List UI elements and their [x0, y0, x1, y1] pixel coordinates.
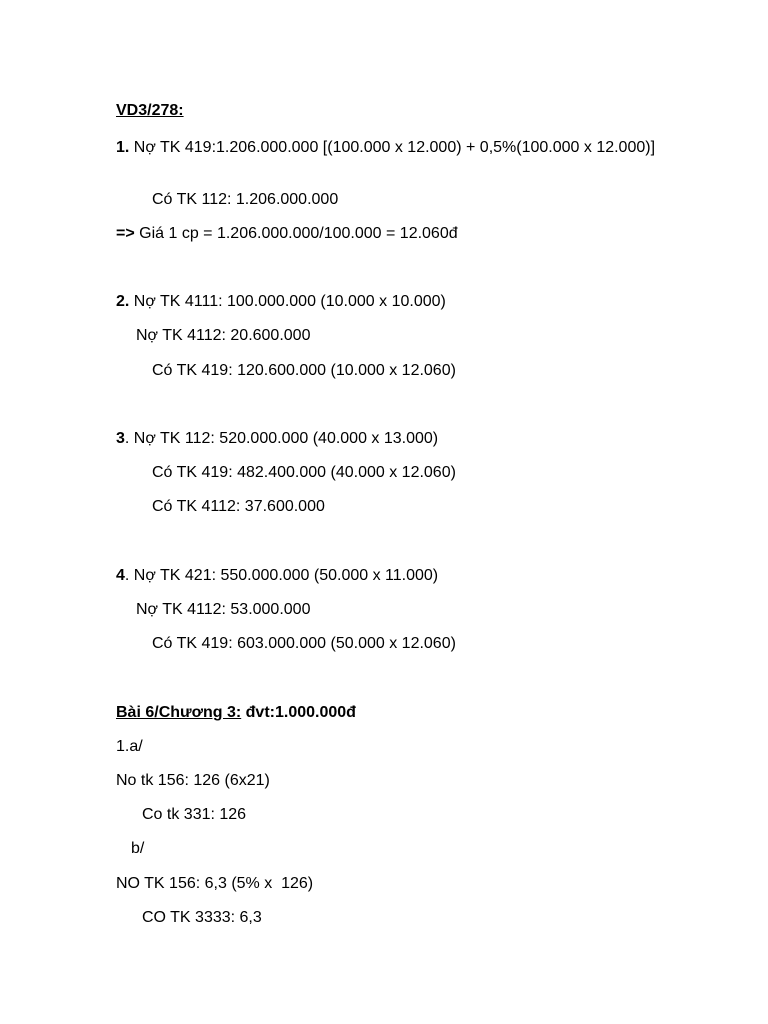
entry-number: 2. [116, 293, 130, 310]
entry-text: Nợ TK 4111: 100.000.000 (10.000 x 10.000) [129, 293, 446, 310]
entry-3-debit [116, 429, 438, 448]
entry-3-credit-1: Có TK 419: 482.400.000 (40.000 x 12.060) [152, 464, 456, 481]
entry-2-debit-2: Nợ TK 4112: 20.600.000 [136, 327, 311, 344]
bai6-credit-1a: Co tk 331: 126 [142, 806, 247, 823]
entry-number: 4 [116, 567, 125, 584]
entry-4-credit: Có TK 419: 603.000.000 (50.000 x 12.060) [152, 635, 456, 652]
bai6-debit-1a: No tk 156: 126 (6x21) [116, 772, 270, 789]
entry-2-debit-1 [116, 292, 446, 311]
entry-4-debit-2: Nợ TK 4112: 53.000.000 [136, 601, 311, 618]
bai6-credit-b: CO TK 3333: 6,3 [142, 909, 262, 926]
entry-3-credit-2: Có TK 4112: 37.600.000 [152, 498, 325, 515]
entry-2-credit: Có TK 419: 120.600.000 (10.000 x 12.060) [152, 362, 456, 379]
heading-vd3: VD3/278: [116, 102, 184, 119]
price-text: Giá 1 cp = 1.206.000.000/100.000 = 12.060đ [134, 225, 458, 242]
entry-4-debit-1 [116, 566, 438, 585]
bai6-debit-b: NO TK 156: 6,3 (5% x 126) [116, 875, 314, 892]
heading-bai6 [116, 703, 356, 722]
heading-bai6-title: Bài 6/Chương 3: [116, 704, 242, 721]
bai6-item-b: b/ [131, 840, 145, 857]
entry-1-credit: Có TK 112: 1.206.000.000 [152, 191, 339, 208]
entry-number: 1. [116, 139, 130, 156]
entry-1-debit [116, 138, 656, 157]
bai6-item-1a: 1.a/ [116, 738, 143, 755]
entry-text: . Nợ TK 112: 520.000.000 (40.000 x 13.000) [124, 430, 439, 447]
entry-text: Nợ TK 419:1.206.000.000 [(100.000 x 12.000) + 0,5%(100.000 x 12.000)] [129, 139, 656, 156]
heading-bai6-unit: đvt:1.000.000đ [241, 704, 356, 721]
entry-text: . Nợ TK 421: 550.000.000 (50.000 x 11.000) [124, 567, 439, 584]
arrow-symbol: => [116, 225, 135, 242]
price-calc [116, 224, 458, 243]
entry-number: 3 [116, 430, 125, 447]
